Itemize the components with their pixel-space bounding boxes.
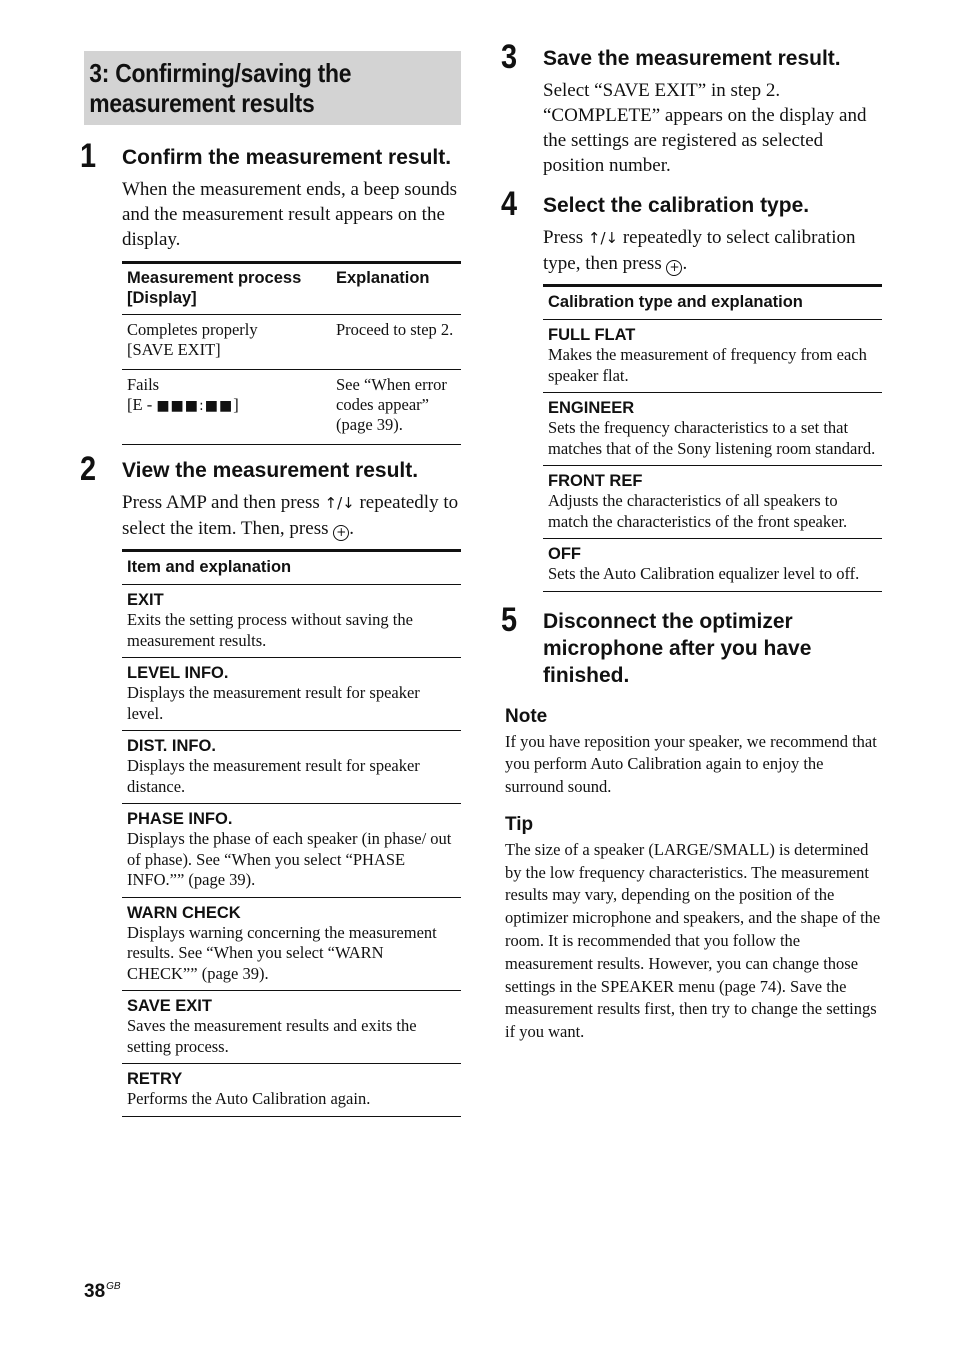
list-header: Calibration type and explanation — [543, 284, 882, 320]
note-title: Note — [505, 705, 548, 727]
step-title: Save the measurement result. — [543, 47, 841, 70]
list-item — [122, 731, 461, 804]
table-cell-explanation: Proceed to step 2. — [331, 315, 461, 370]
tip-block — [505, 813, 882, 1044]
step-number: 4 — [501, 185, 518, 223]
item-name: PHASE INFO. — [127, 810, 233, 828]
page-number-value: 38 — [84, 1281, 106, 1302]
text-segment: Press AMP and then press — [122, 492, 325, 513]
tip-text: The size of a speaker (LARGE/SMALL) is determined by the low frequency characteristics. The measurement results may vary, depending on the position of the optimizer microphone and speakers, and the shape of the room. It is recommended that you follow the measurement results. However, you can change those settings in the SPEAKER menu (page 74). Save the measurement results first, then try to change the settings if you want. — [505, 839, 881, 1042]
step-title: Confirm the measurement result. — [122, 146, 452, 169]
item-desc: Sets the frequency characteristics to a set that matches that of the Sony listening room standard. — [548, 418, 876, 458]
item-name: RETRY — [127, 1070, 183, 1088]
item-desc: Sets the Auto Calibration equalizer level to off. — [548, 564, 860, 583]
list-item — [122, 991, 461, 1064]
item-desc: Displays the measurement result for speaker distance. — [127, 756, 420, 796]
list-item — [122, 658, 461, 731]
step-number: 3 — [501, 38, 518, 76]
item-desc: Displays the measurement result for speaker level. — [127, 683, 420, 723]
section-title-box — [84, 51, 461, 125]
item-name: FRONT REF — [548, 472, 643, 490]
table-cell-process — [122, 370, 331, 445]
table-header-process: Measurement process [Display] — [122, 263, 331, 315]
item-desc: Displays warning concerning the measurement results. See “When you select “WARN CHECK”” (page 39). — [127, 922, 437, 983]
note-block — [505, 705, 882, 799]
table-row — [122, 370, 461, 445]
step-3 — [501, 38, 882, 178]
item-list — [122, 549, 461, 1117]
error-code-blocks: ■■■:■■ — [156, 398, 234, 414]
item-desc: Saves the measurement results and exits the setting process. — [127, 1016, 417, 1056]
item-desc: Displays the phase of each speaker (in phase/ out of phase). See “When you select “PHASE INFO.”” (page 39). — [127, 829, 452, 889]
list-item — [122, 585, 461, 658]
step-4 — [501, 185, 882, 276]
step-title: View the measurement result. — [122, 459, 419, 482]
item-name: LEVEL INFO. — [127, 664, 229, 682]
list-item — [543, 466, 882, 539]
item-name: ENGINEER — [548, 399, 635, 417]
list-item — [543, 539, 882, 592]
step-number: 2 — [80, 450, 97, 488]
process-status: Fails — [127, 375, 160, 394]
text-segment: repeatedly to select calibration type, then press — [543, 227, 856, 274]
step-title: Select the calibration type. — [543, 194, 810, 217]
step-title: Disconnect the optimizer microphone after you have finished. — [543, 609, 812, 687]
error-prefix: [E - — [127, 395, 157, 414]
process-display: [SAVE EXIT] — [127, 340, 221, 359]
calibration-list — [543, 284, 882, 592]
item-desc: Performs the Auto Calibration again. — [127, 1089, 371, 1108]
list-header: Item and explanation — [122, 549, 461, 585]
process-status: Completes properly — [127, 320, 258, 339]
measurement-table — [122, 261, 461, 445]
enter-button-icon: + — [333, 525, 349, 541]
list-item — [543, 393, 882, 466]
step-number: 5 — [501, 600, 518, 639]
page-region-code: GB — [106, 1281, 121, 1292]
text-segment: . — [682, 253, 688, 274]
step-text: Select “SAVE EXIT” in step 2. “COMPLETE” appears on the display and the settings are registered as selected position number. — [543, 80, 867, 176]
item-desc: Makes the measurement of frequency from each speaker flat. — [548, 345, 867, 385]
item-name: EXIT — [127, 591, 164, 609]
step-number: 1 — [80, 137, 97, 175]
section-title: 3: Confirming/saving the measurement results — [84, 51, 461, 125]
item-name: OFF — [548, 545, 581, 563]
error-suffix: ] — [233, 395, 239, 414]
enter-button-icon: + — [666, 260, 682, 276]
left-column — [80, 51, 461, 1117]
step-text — [122, 490, 461, 541]
list-item — [543, 320, 882, 393]
tip-title: Tip — [505, 813, 534, 835]
note-text: If you have reposition your speaker, we recommend that you perform Auto Calibration again to enjoy the surround sound. — [505, 731, 877, 797]
item-desc: Exits the setting process without saving the measurement results. — [127, 610, 413, 650]
item-name: DIST. INFO. — [127, 737, 216, 755]
page-number — [84, 1281, 121, 1303]
up-down-arrow-icon: ↑/↓ — [324, 494, 355, 512]
up-down-arrow-icon: ↑/↓ — [587, 229, 619, 247]
item-name: WARN CHECK — [127, 903, 241, 922]
text-segment: Press — [543, 227, 588, 248]
list-item — [122, 898, 461, 992]
list-item — [122, 1064, 461, 1117]
process-display — [127, 395, 326, 416]
table-header-explanation: Explanation — [331, 263, 461, 315]
text-segment: . — [349, 518, 354, 539]
list-item — [122, 804, 461, 898]
step-5 — [501, 600, 882, 689]
item-name: SAVE EXIT — [127, 997, 212, 1015]
item-name: FULL FLAT — [548, 326, 636, 344]
table-row — [122, 315, 461, 370]
step-text: When the measurement ends, a beep sounds and the measurement result appears on the display. — [122, 179, 458, 250]
step-text — [543, 225, 882, 276]
step-2 — [80, 450, 461, 541]
text-segment: repeatedly to select the item. Then, press — [122, 492, 459, 539]
item-desc: Adjusts the characteristics of all speakers to match the characteristics of the front speaker. — [548, 491, 848, 531]
table-cell-process — [122, 315, 331, 370]
table-cell-explanation: See “When error codes appear” (page 39). — [331, 370, 461, 445]
step-1 — [80, 137, 461, 252]
right-column — [501, 36, 882, 1044]
